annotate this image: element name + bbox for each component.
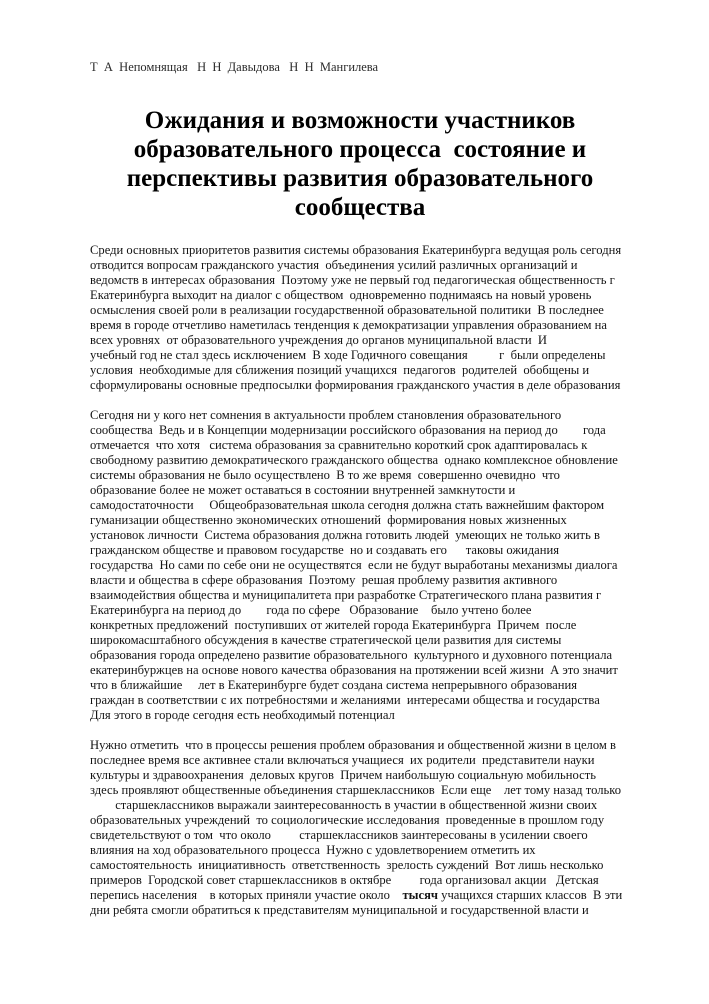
- text-segment: условия необходимые для сближения позиций учащихся педагогов родителей обобщены и: [90, 363, 590, 377]
- text-line: [90, 318, 630, 333]
- text-segment: учащихся старших классов В эти: [438, 888, 623, 902]
- text-segment: государства Но сами по себе они не осуществятся если не будут выработаны механизмы диалога: [90, 558, 618, 572]
- text-segment: образование более не может оставаться в состоянии внутренней замкнутости и: [90, 483, 516, 497]
- text-line: [90, 453, 630, 468]
- text-segment: культуры и здравоохранения деловых кругов Причем наибольшую социальную мобильность: [90, 768, 596, 782]
- text-line: [90, 303, 630, 318]
- text-segment: граждан в соответствии с их потребностями и желаниями интересами общества и государства: [90, 693, 600, 707]
- text-segment: системы образования не было осуществлено В то же время совершенно очевидно что: [90, 468, 560, 482]
- article-body: [90, 243, 630, 918]
- text-line: [90, 768, 630, 783]
- text-line: [90, 333, 630, 348]
- bold-term: тысяч: [402, 888, 439, 902]
- text-line: [90, 858, 630, 873]
- text-segment: осмысления своей роли в реализации государственной образовательной политики В последнее: [90, 303, 604, 317]
- text-line: [90, 798, 630, 813]
- title-line: Ожидания и возможности участников: [144, 107, 576, 134]
- text-segment: Нужно отметить что в процессы решения проблем образования и общественной жизни в целом в: [90, 738, 616, 752]
- text-segment: образования города определено развитие образовательного культурного и духовного потенциала: [90, 648, 613, 662]
- text-segment: отводится вопросам гражданского участия объединения усилий различных организаций и: [90, 258, 578, 272]
- text-segment: самодостаточности Общеобразовательная школа сегодня должна стать важнейшим фактором: [90, 498, 605, 512]
- text-segment: старшеклассников выражали заинтересованность в участии в общественной жизни своих: [90, 798, 598, 812]
- paragraph: [90, 738, 630, 918]
- text-segment: самостоятельность инициативность ответственность зрелость суждений Вот лишь несколько: [90, 858, 604, 872]
- authors-line: Т А Непомнящая Н Н Давыдова Н Н Мангилева: [90, 60, 379, 74]
- text-segment: установок личности Система образования должна готовить людей умеющих не только жить в: [90, 528, 600, 542]
- text-line: [90, 693, 630, 708]
- text-segment: время в городе отчетливо наметилась тенденция к демократизации управления образованием на: [90, 318, 607, 332]
- text-segment: Для этого в городе сегодня есть необходимый потенциал: [90, 708, 395, 722]
- text-line: [90, 243, 630, 258]
- text-line: [90, 753, 630, 768]
- text-line: [90, 468, 630, 483]
- text-segment: перепись населения в которых приняли участие около: [90, 888, 403, 902]
- text-line: [90, 558, 630, 573]
- text-line: [90, 888, 630, 903]
- text-segment: власти и общества в сфере образования Поэтому решая проблему развития активного: [90, 573, 558, 587]
- title-line: сообщества: [294, 194, 426, 221]
- paragraph: [90, 243, 630, 393]
- text-segment: Среди основных приоритетов развития системы образования Екатеринбурга ведущая роль сегодня: [90, 243, 622, 257]
- text-line: [90, 873, 630, 888]
- text-line: [90, 408, 630, 423]
- text-segment: Екатеринбурга на период до года по сфере Образование было учтено более: [90, 603, 532, 617]
- title-line: перспективы развития образовательного: [126, 165, 594, 192]
- text-segment: свидетельствуют о том что около старшеклассников заинтересованы в усилении своего: [90, 828, 588, 842]
- article-content: [90, 60, 630, 918]
- text-line: [90, 378, 630, 393]
- text-segment: гражданском обществе и правовом государстве но и создавать его таковы ожидания: [90, 543, 560, 557]
- text-segment: образовательных учреждений то социологические исследования проведенные в прошлом году: [90, 813, 605, 827]
- text-line: [90, 588, 630, 603]
- text-line: [90, 813, 630, 828]
- text-line: [90, 663, 630, 678]
- text-line: [90, 708, 630, 723]
- text-segment: ведомств в интересах образования Поэтому уже не первый год педагогическая общественность г: [90, 273, 615, 287]
- text-segment: широкомасштабного обсуждения в качестве стратегической цели развития для системы: [90, 633, 562, 647]
- title-line: образовательного процесса состояние и: [133, 136, 587, 163]
- text-segment: учебный год не стал здесь исключением В ходе Годичного совещания г были определены: [90, 348, 606, 362]
- text-line: [90, 633, 630, 648]
- text-line: [90, 423, 630, 438]
- text-line: [90, 273, 630, 288]
- text-segment: екатеринбуржцев на основе нового качества образования на протяжении всей жизни А это значит: [90, 663, 618, 677]
- text-segment: примеров Городской совет старшеклассников в октябре года организовал акции Детская: [90, 873, 599, 887]
- text-line: [90, 843, 630, 858]
- paragraph: [90, 408, 630, 723]
- text-segment: здесь проявляют общественные объединения старшеклассников Если еще лет тому назад только: [90, 783, 622, 797]
- text-line: [90, 603, 630, 618]
- text-segment: сообщества Ведь и в Концепции модернизации российского образования на период до года: [90, 423, 606, 437]
- text-line: [90, 438, 630, 453]
- text-line: [90, 363, 630, 378]
- text-segment: конкретных предложений поступивших от жителей города Екатеринбурга Причем после: [90, 618, 577, 632]
- text-line: [90, 618, 630, 633]
- text-segment: сформулированы основные предпосылки формирования гражданского участия в деле образования: [90, 378, 621, 392]
- text-line: [90, 573, 630, 588]
- text-line: [90, 528, 630, 543]
- text-line: [90, 828, 630, 843]
- text-line: [90, 903, 630, 918]
- text-segment: свободному развитию демократического гражданского общества однако комплексное обновление: [90, 453, 618, 467]
- text-segment: последнее время все активнее стали включаться учащиеся их родители представители науки: [90, 753, 595, 767]
- text-line: [90, 483, 630, 498]
- text-segment: гуманизации общественно экономических отношений формирования новых жизненных: [90, 513, 567, 527]
- article-title: [90, 106, 630, 222]
- text-segment: влияния на ход образовательного процесса Нужно с удовлетворением отметить их: [90, 843, 536, 857]
- text-line: [90, 348, 630, 363]
- text-segment: что в ближайшие лет в Екатеринбурге будет создана система непрерывного образования: [90, 678, 578, 692]
- text-line: [90, 288, 630, 303]
- text-line: [90, 543, 630, 558]
- text-line: [90, 498, 630, 513]
- text-segment: всех уровнях от образовательного учреждения до органов муниципальной власти И: [90, 333, 547, 347]
- text-line: [90, 738, 630, 753]
- text-segment: взаимодействия общества и муниципалитета при разработке Стратегического плана развития г: [90, 588, 602, 602]
- text-segment: Сегодня ни у кого нет сомнения в актуальности проблем становления образовательного: [90, 408, 562, 422]
- text-line: [90, 258, 630, 273]
- text-line: [90, 783, 630, 798]
- text-line: [90, 678, 630, 693]
- text-segment: Екатеринбурга выходит на диалог с обществом одновременно поднимаясь на новый уровень: [90, 288, 592, 302]
- text-line: [90, 513, 630, 528]
- text-segment: дни ребята смогли обратиться к представителям муниципальной и государственной власти и: [90, 903, 589, 917]
- text-line: [90, 648, 630, 663]
- text-segment: отмечается что хотя система образования за сравнительно короткий срок адаптировалась к: [90, 438, 588, 452]
